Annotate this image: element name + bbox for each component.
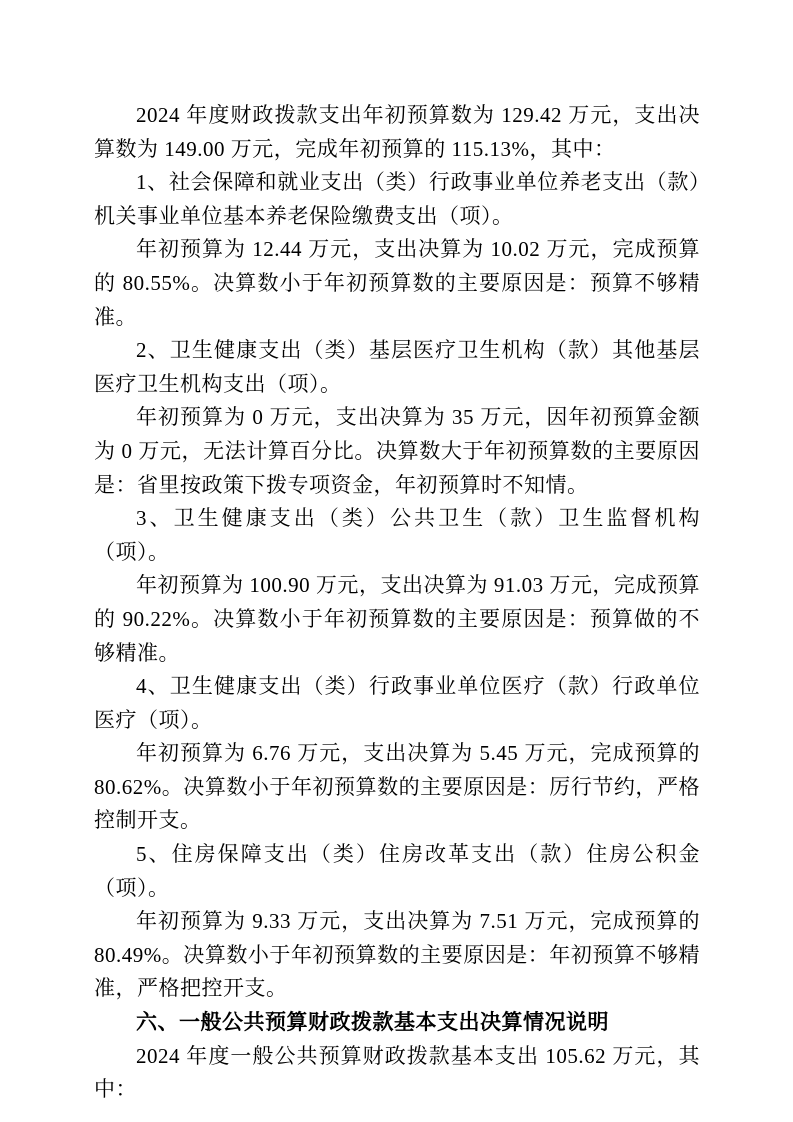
paragraph: 2、卫生健康支出（类）基层医疗卫生机构（款）其他基层医疗卫生机构支出（项）。 (94, 338, 700, 396)
paragraph: 5、住房保障支出（类）住房改革支出（款）住房公积金（项）。 (94, 842, 700, 900)
paragraph: 1、社会保障和就业支出（类）行政事业单位养老支出（款）机关事业单位基本养老保险缴费支出（项）。 (94, 170, 700, 228)
document-body (94, 99, 700, 1107)
paragraph: 年初预算为 100.90 万元，支出决算为 91.03 万元，完成预算的 90.22%。决算数小于年初预算数的主要原因是：预算做的不够精准。 (94, 573, 700, 665)
paragraph: 年初预算为 12.44 万元，支出决算为 10.02 万元，完成预算的 80.55%。决算数小于年初预算数的主要原因是：预算不够精准。 (94, 237, 700, 329)
paragraph: 3、卫生健康支出（类）公共卫生（款）卫生监督机构（项）。 (94, 506, 700, 564)
paragraph: 2024 年度一般公共预算财政拨款基本支出 105.62 万元，其中： (94, 1043, 700, 1102)
paragraph: 年初预算为 0 万元，支出决算为 35 万元，因年初预算金额为 0 万元，无法计算百分比。决算数大于年初预算数的主要原因是：省里按政策下拨专项资金，年初预算时不知情。 (94, 405, 700, 497)
paragraph: 4、卫生健康支出（类）行政事业单位医疗（款）行政单位医疗（项）。 (94, 674, 700, 732)
paragraph: 年初预算为 9.33 万元，支出决算为 7.51 万元，完成预算的 80.49%。决算数小于年初预算数的主要原因是：年初预算不够精准，严格把控开支。 (94, 909, 700, 1001)
paragraph: 年初预算为 6.76 万元，支出决算为 5.45 万元，完成预算的 80.62%。决算数小于年初预算数的主要原因是：厉行节约，严格控制开支。 (94, 741, 700, 833)
section-heading: 六、一般公共预算财政拨款基本支出决算情况说明 (136, 1011, 609, 1035)
paragraph: 2024 年度财政拨款支出年初预算数为 129.42 万元，支出决算数为 149.00 万元，完成年初预算的 115.13%，其中： (94, 103, 700, 161)
